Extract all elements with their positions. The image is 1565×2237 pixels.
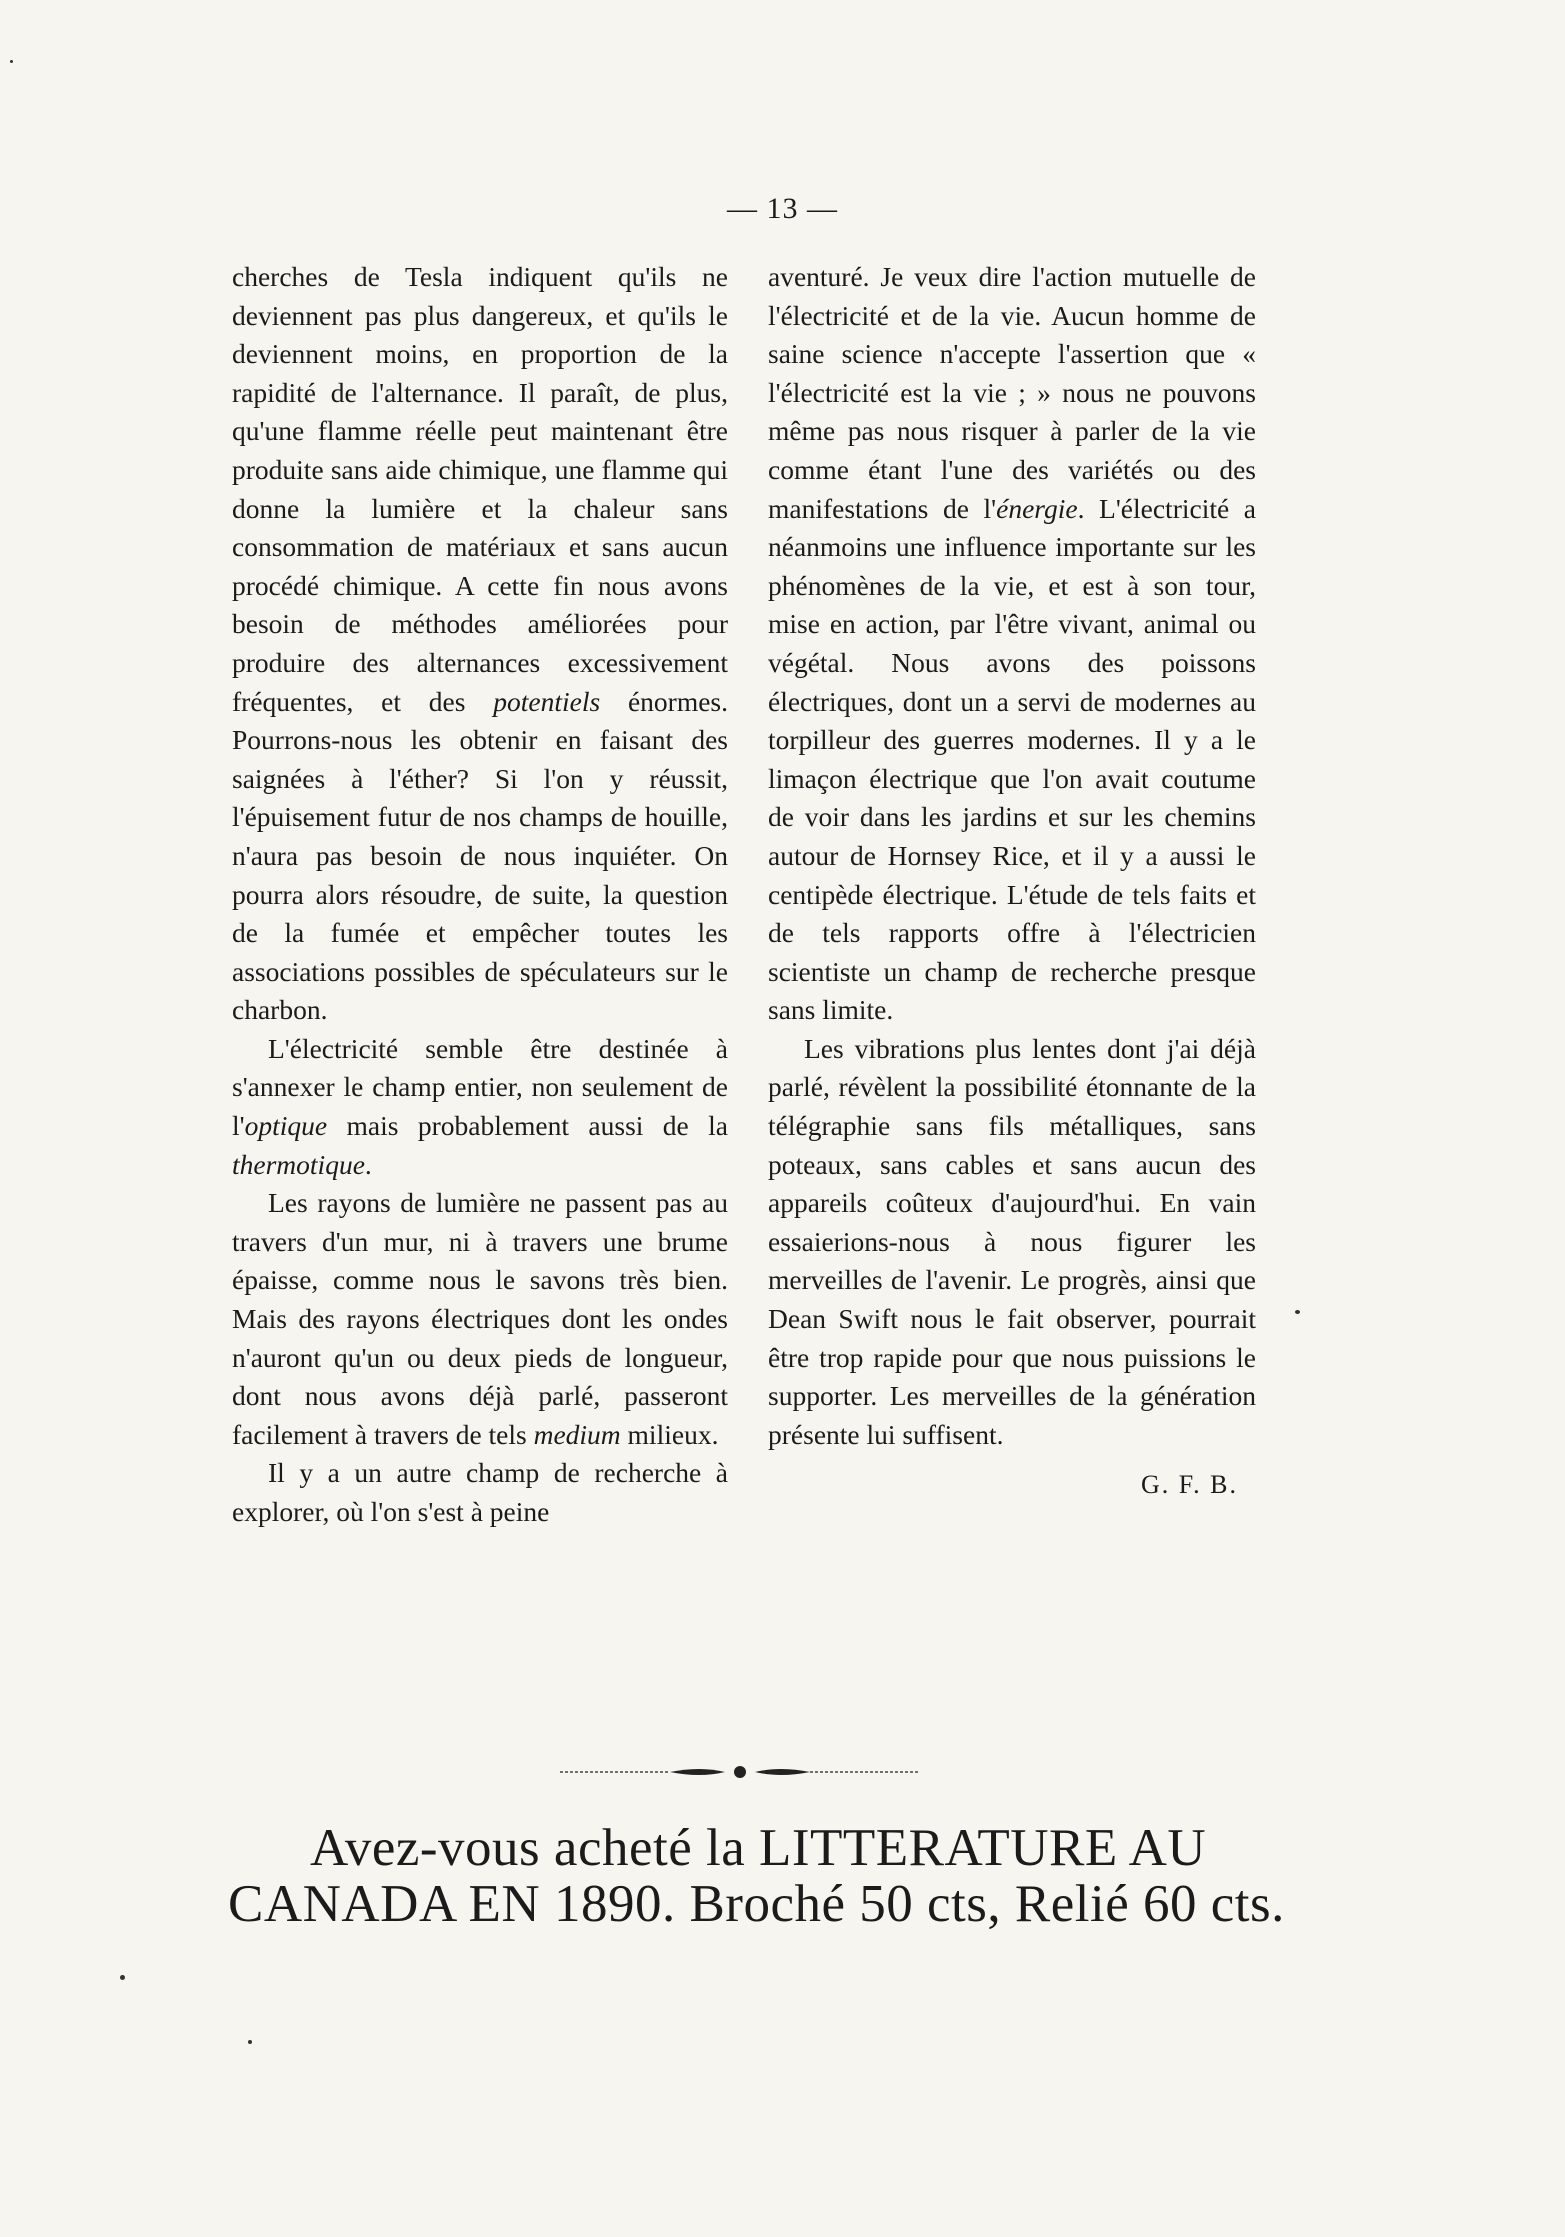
ink-speck [120,1975,125,1980]
text-run: . L'électricité a néanmoins une influence importante sur les phénomènes de la vie, et est à son tour, mise en action, par l'être vivant, animal ou végétal. Nous avons des poissons électriques, dont un a servi de modernes au torpilleur des guerres modernes. Il y a le limaçon électrique que l'on avait coutume de voir dans les jardins et sur les chemins autour de Hornsey Rice, et il y a aussi le centipède électrique. L'étude de tels faits et de tels rapports offre à l'électricien scientiste un champ de recherche presque sans limite. [768,492,1256,1026]
italic-term-medium: medium [533,1418,621,1450]
italic-term-optique: optique [244,1110,328,1142]
left-column [232,258,728,1532]
text-run: mais probablement aussi de la [327,1110,728,1142]
ink-speck [248,2040,252,2044]
text-run: . [364,1148,372,1180]
advertisement-line-1: Avez-vous acheté la LITTERATURE AU [310,1819,1207,1877]
page-number: — 13 — [727,192,838,225]
italic-term-thermotique: thermotique [232,1148,365,1180]
left-paragraph-4: Il y a un autre champ de recherche à explorer, où l'on s'est à peine [232,1457,728,1527]
right-paragraph-1 [768,258,1256,1030]
left-paragraph-2 [232,1030,728,1184]
right-column [768,258,1256,1505]
ornament-divider [560,1760,920,1784]
text-run: milieux. [620,1418,719,1450]
left-paragraph-3 [232,1184,728,1454]
left-paragraph-1 [232,258,728,1030]
ink-speck [10,60,13,63]
text-run: aventuré. Je veux dire l'action mutuelle de l'électricité et de la vie. Aucun homme de saine science n'accepte l'assertion que « l'électricité est la vie ; » nous ne pouvons même pas nous risquer à parler de la vie comme étant l'une des variétés ou des manifestations de l' [768,261,1256,524]
text-run: Les rayons de lumière ne passent pas au travers d'un mur, ni à travers une brume épaisse, comme nous le savons très bien. Mais des rayons électriques dont les ondes n'auront qu'un ou deux pieds de longueur, dont nous avons déjà parlé, passeront facilement à travers de tels [232,1187,728,1450]
author-signature: G. F. B. [1141,1470,1238,1500]
text-run: cherches de Tesla indiquent qu'ils ne deviennent pas plus dangereux, et qu'ils le deviennent moins, en proportion de la rapidité de l'alternance. Il paraît, de plus, qu'une flamme réelle peut maintenant être produite sans aide chimique, une flamme qui donne la lumière et la chaleur sans consommation de matériaux et sans aucun procédé chimique. A cette fin nous avons besoin de méthodes améliorées pour produire des alternances excessivement fréquentes, et des [232,261,728,717]
right-paragraph-2: Les vibrations plus lentes dont j'ai déjà parlé, révèlent la possibilité étonnante de la télégraphie sans fils métalliques, sans poteaux, sans cables et sans aucun des appareils coûteux d'aujourd'hui. En vain essaierions-nous à nous figurer les merveilles de l'avenir. Le progrès, ainsi que Dean Swift nous le fait observer, pourrait être trop rapide pour que nous puissions le supporter. Les merveilles de la génération présente lui suffisent. [768,1032,1256,1450]
advertisement [228,1820,1288,1932]
italic-term-energie: énergie [996,492,1078,524]
ink-speck [1295,1310,1300,1314]
advertisement-line-2: CANADA EN 1890. Broché 50 cts, Relié 60 cts. [228,1875,1285,1934]
italic-term-potentiels: potentiels [493,685,601,717]
text-run: énormes. Pourrons-nous les obtenir en faisant des saignées à l'éther? Si l'on y réussit, l'épuisement futur de nos champs de houille, n'aura pas besoin de nous inquiéter. On pourra alors résoudre, de suite, la question de la fumée et empêcher toutes les associations possibles de spéculateurs sur le charbon. [232,685,729,1026]
text-run: L'électricité semble être destinée à s'annexer le champ entier, non seulement de l' [232,1032,728,1142]
